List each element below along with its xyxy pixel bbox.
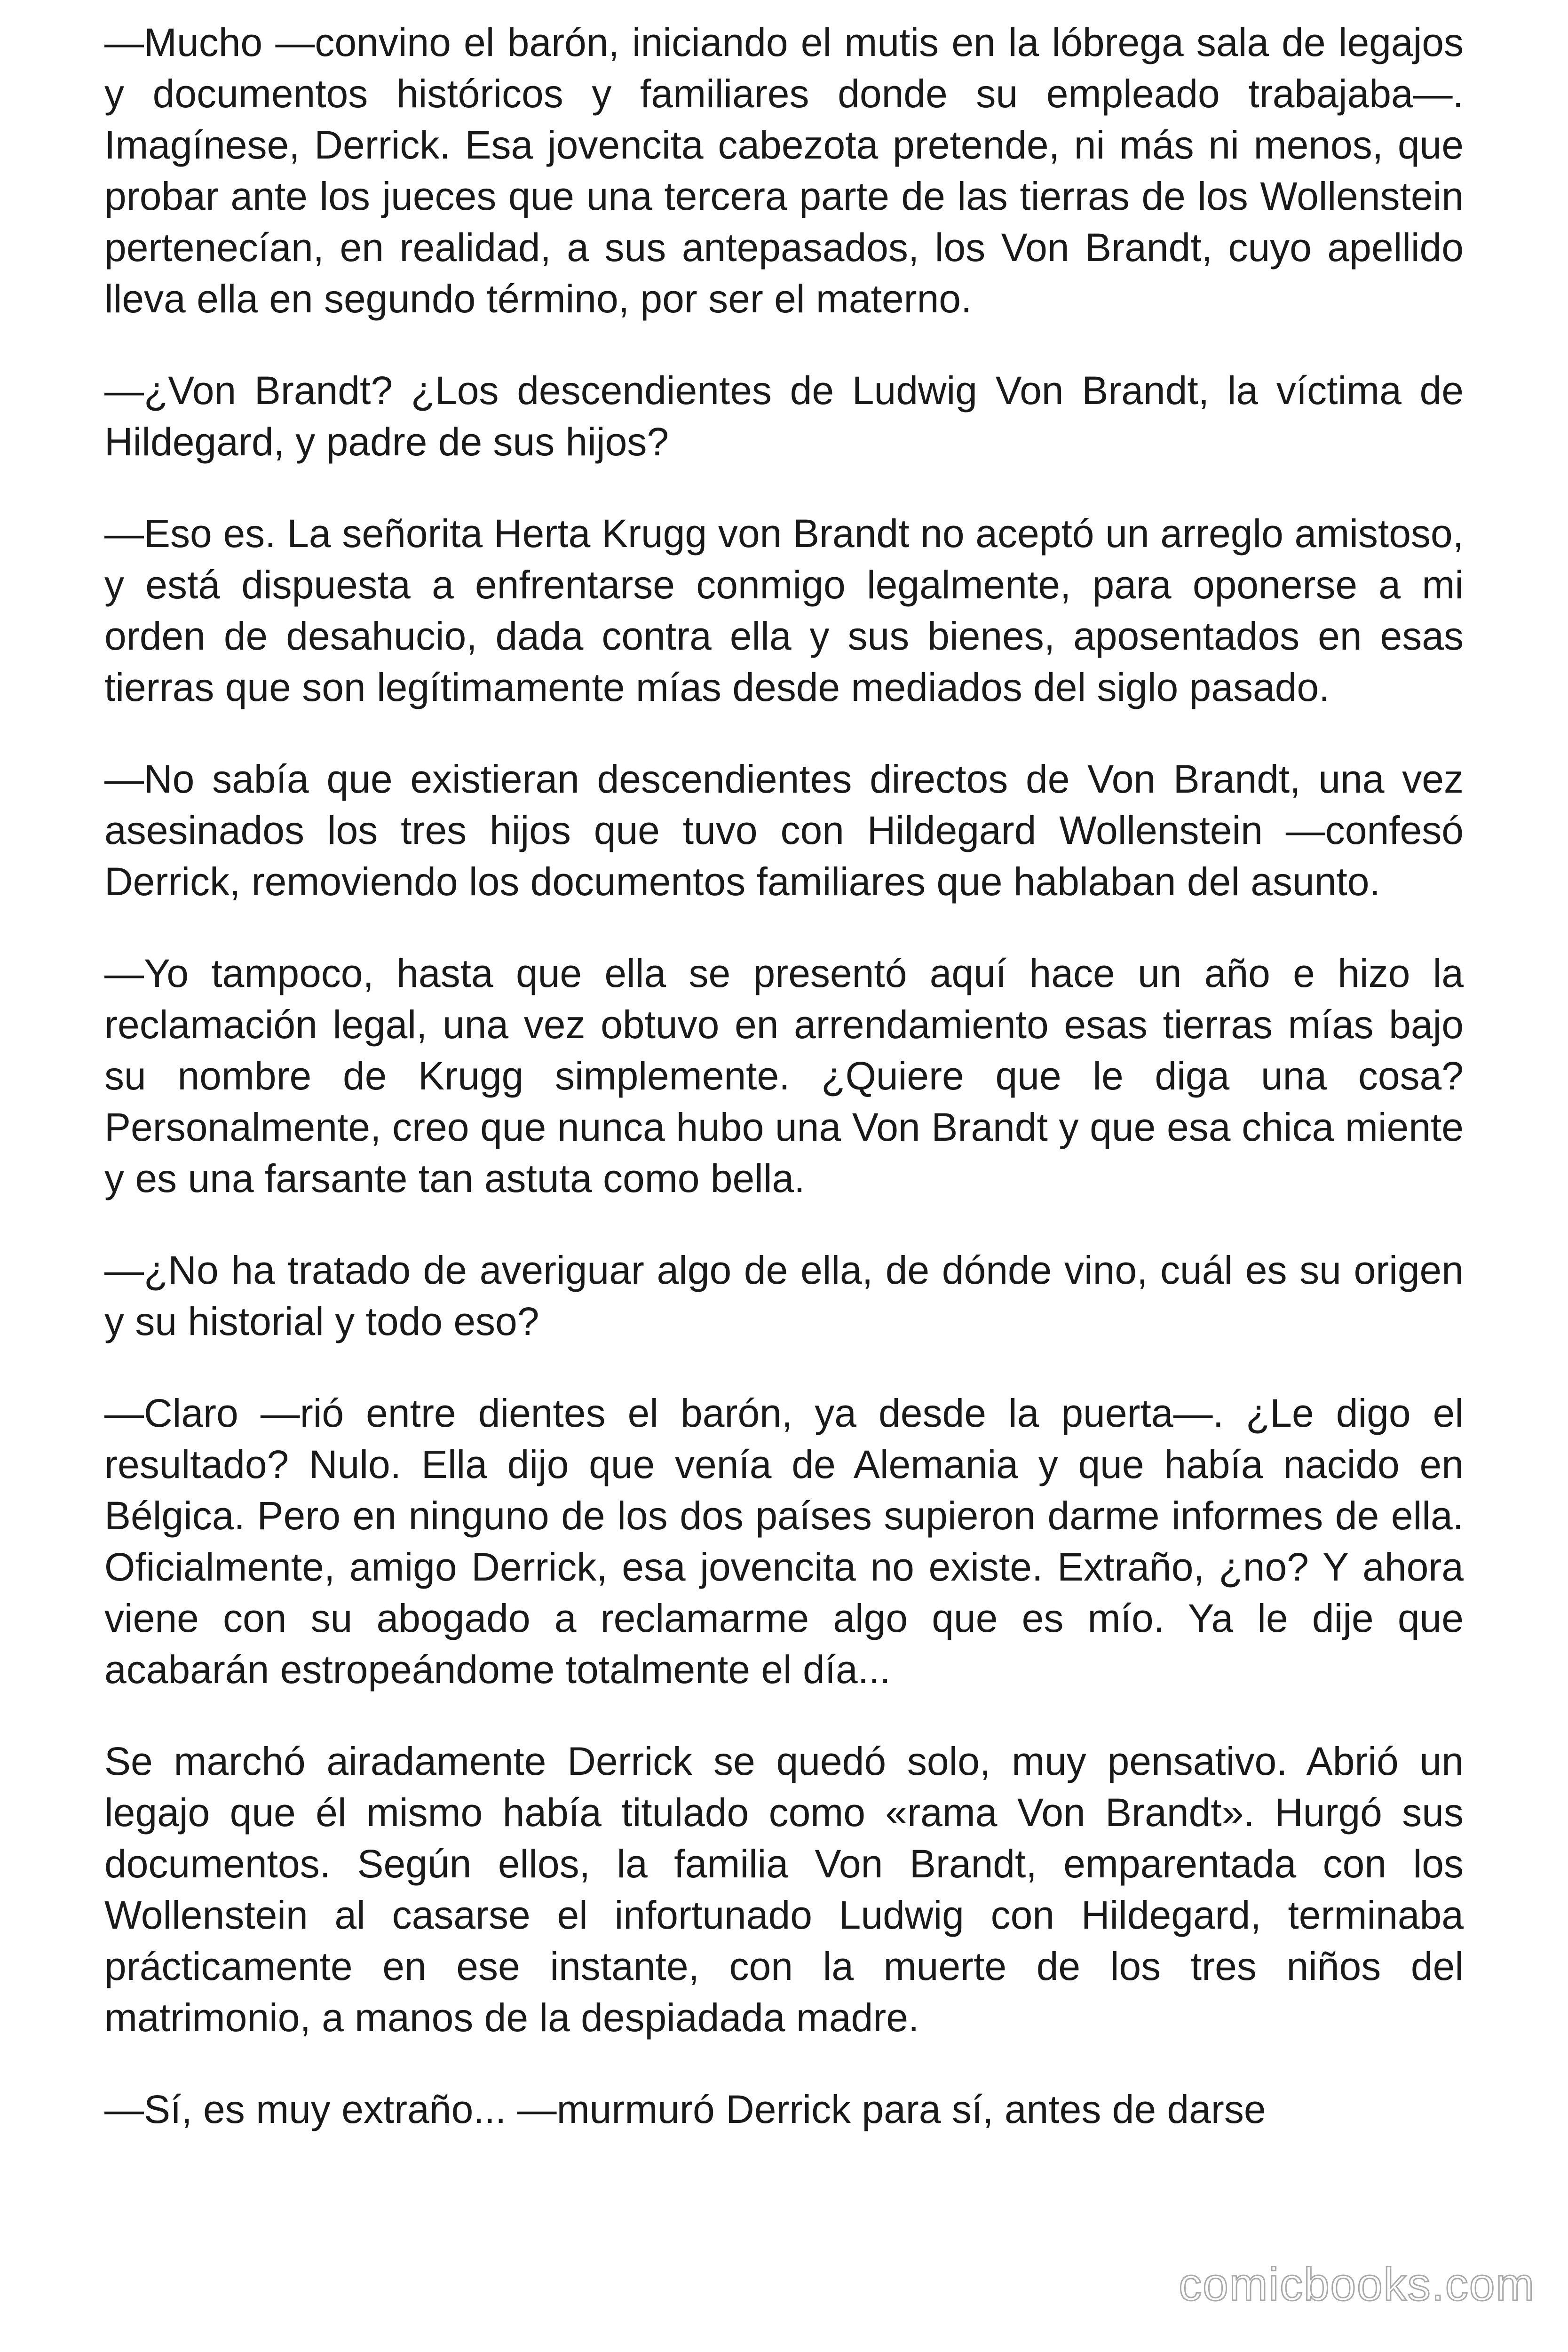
- paragraph-1: —Mucho —convino el barón, iniciando el mutis en la lóbrega sala de legajos y documentos históricos y familiares donde su empleado trabajaba—. Imagínese, Derrick. Esa jovencita cabezota pretende, ni más ni menos, que probar ante los jueces que una tercera parte de las tierras de los Wollenstein pertenecían, en realidad, a sus antepasados, los Von Brandt, cuyo apellido lleva ella en segundo término, por ser el materno.: [104, 20, 1464, 321]
- paragraph-8: Se marchó airadamente Derrick se quedó solo, muy pensativo. Abrió un legajo que él mismo había titulado como «rama Von Brandt». Hurgó sus documentos. Según ellos, la familia Von Brandt, emparentada con los Wollenstein al casarse el infortunado Ludwig con Hildegard, terminaba prácticamente en ese instante, con la muerte de los tres niños del matrimonio, a manos de la despiadada madre.: [104, 1739, 1464, 2040]
- paragraph-2: —¿Von Brandt? ¿Los descendientes de Ludwig Von Brandt, la víctima de Hildegard, y padre de sus hijos?: [104, 368, 1464, 464]
- watermark: comicbooks.com: [1179, 2258, 1535, 2310]
- paragraph-5: —Yo tampoco, hasta que ella se presentó aquí hace un año e hizo la reclamación legal, una vez obtuvo en arrendamiento esas tierras mías bajo su nombre de Krugg simplemente. ¿Quiere que le diga una cosa? Personalmente, creo que nunca hubo una Von Brandt y que esa chica miente y es una farsante tan astuta como bella.: [104, 951, 1464, 1200]
- paragraph-9: —Sí, es muy extraño... —murmuró Derrick para sí, antes de darse: [104, 2087, 1266, 2131]
- paragraph-6: —¿No ha tratado de averiguar algo de ella, de dónde vino, cuál es su origen y su historial y todo eso?: [104, 1248, 1464, 1343]
- paragraph-4: —No sabía que existieran descendientes directos de Von Brandt, una vez asesinados los tres hijos que tuvo con Hildegard Wollenstein —confesó Derrick, removiendo los documentos familiares que hablaban del asunto.: [104, 757, 1464, 904]
- document-page: [104, 17, 1464, 2135]
- paragraph-7: —Claro —rió entre dientes el barón, ya desde la puerta—. ¿Le digo el resultado? Nulo. Ella dijo que venía de Alemania y que había nacido en Bélgica. Pero en ninguno de los dos países supieron darme informes de ella. Oficialmente, amigo Derrick, esa jovencita no existe. Extraño, ¿no? Y ahora viene con su abogado a reclamarme algo que es mío. Ya le dije que acabarán estropeándome totalmente el día...: [104, 1391, 1464, 1692]
- paragraph-3: —Eso es. La señorita Herta Krugg von Brandt no aceptó un arreglo amistoso, y está dispuesta a enfrentarse conmigo legalmente, para oponerse a mi orden de desahucio, dada contra ella y sus bienes, aposentados en esas tierras que son legítimamente mías desde mediados del siglo pasado.: [104, 511, 1464, 709]
